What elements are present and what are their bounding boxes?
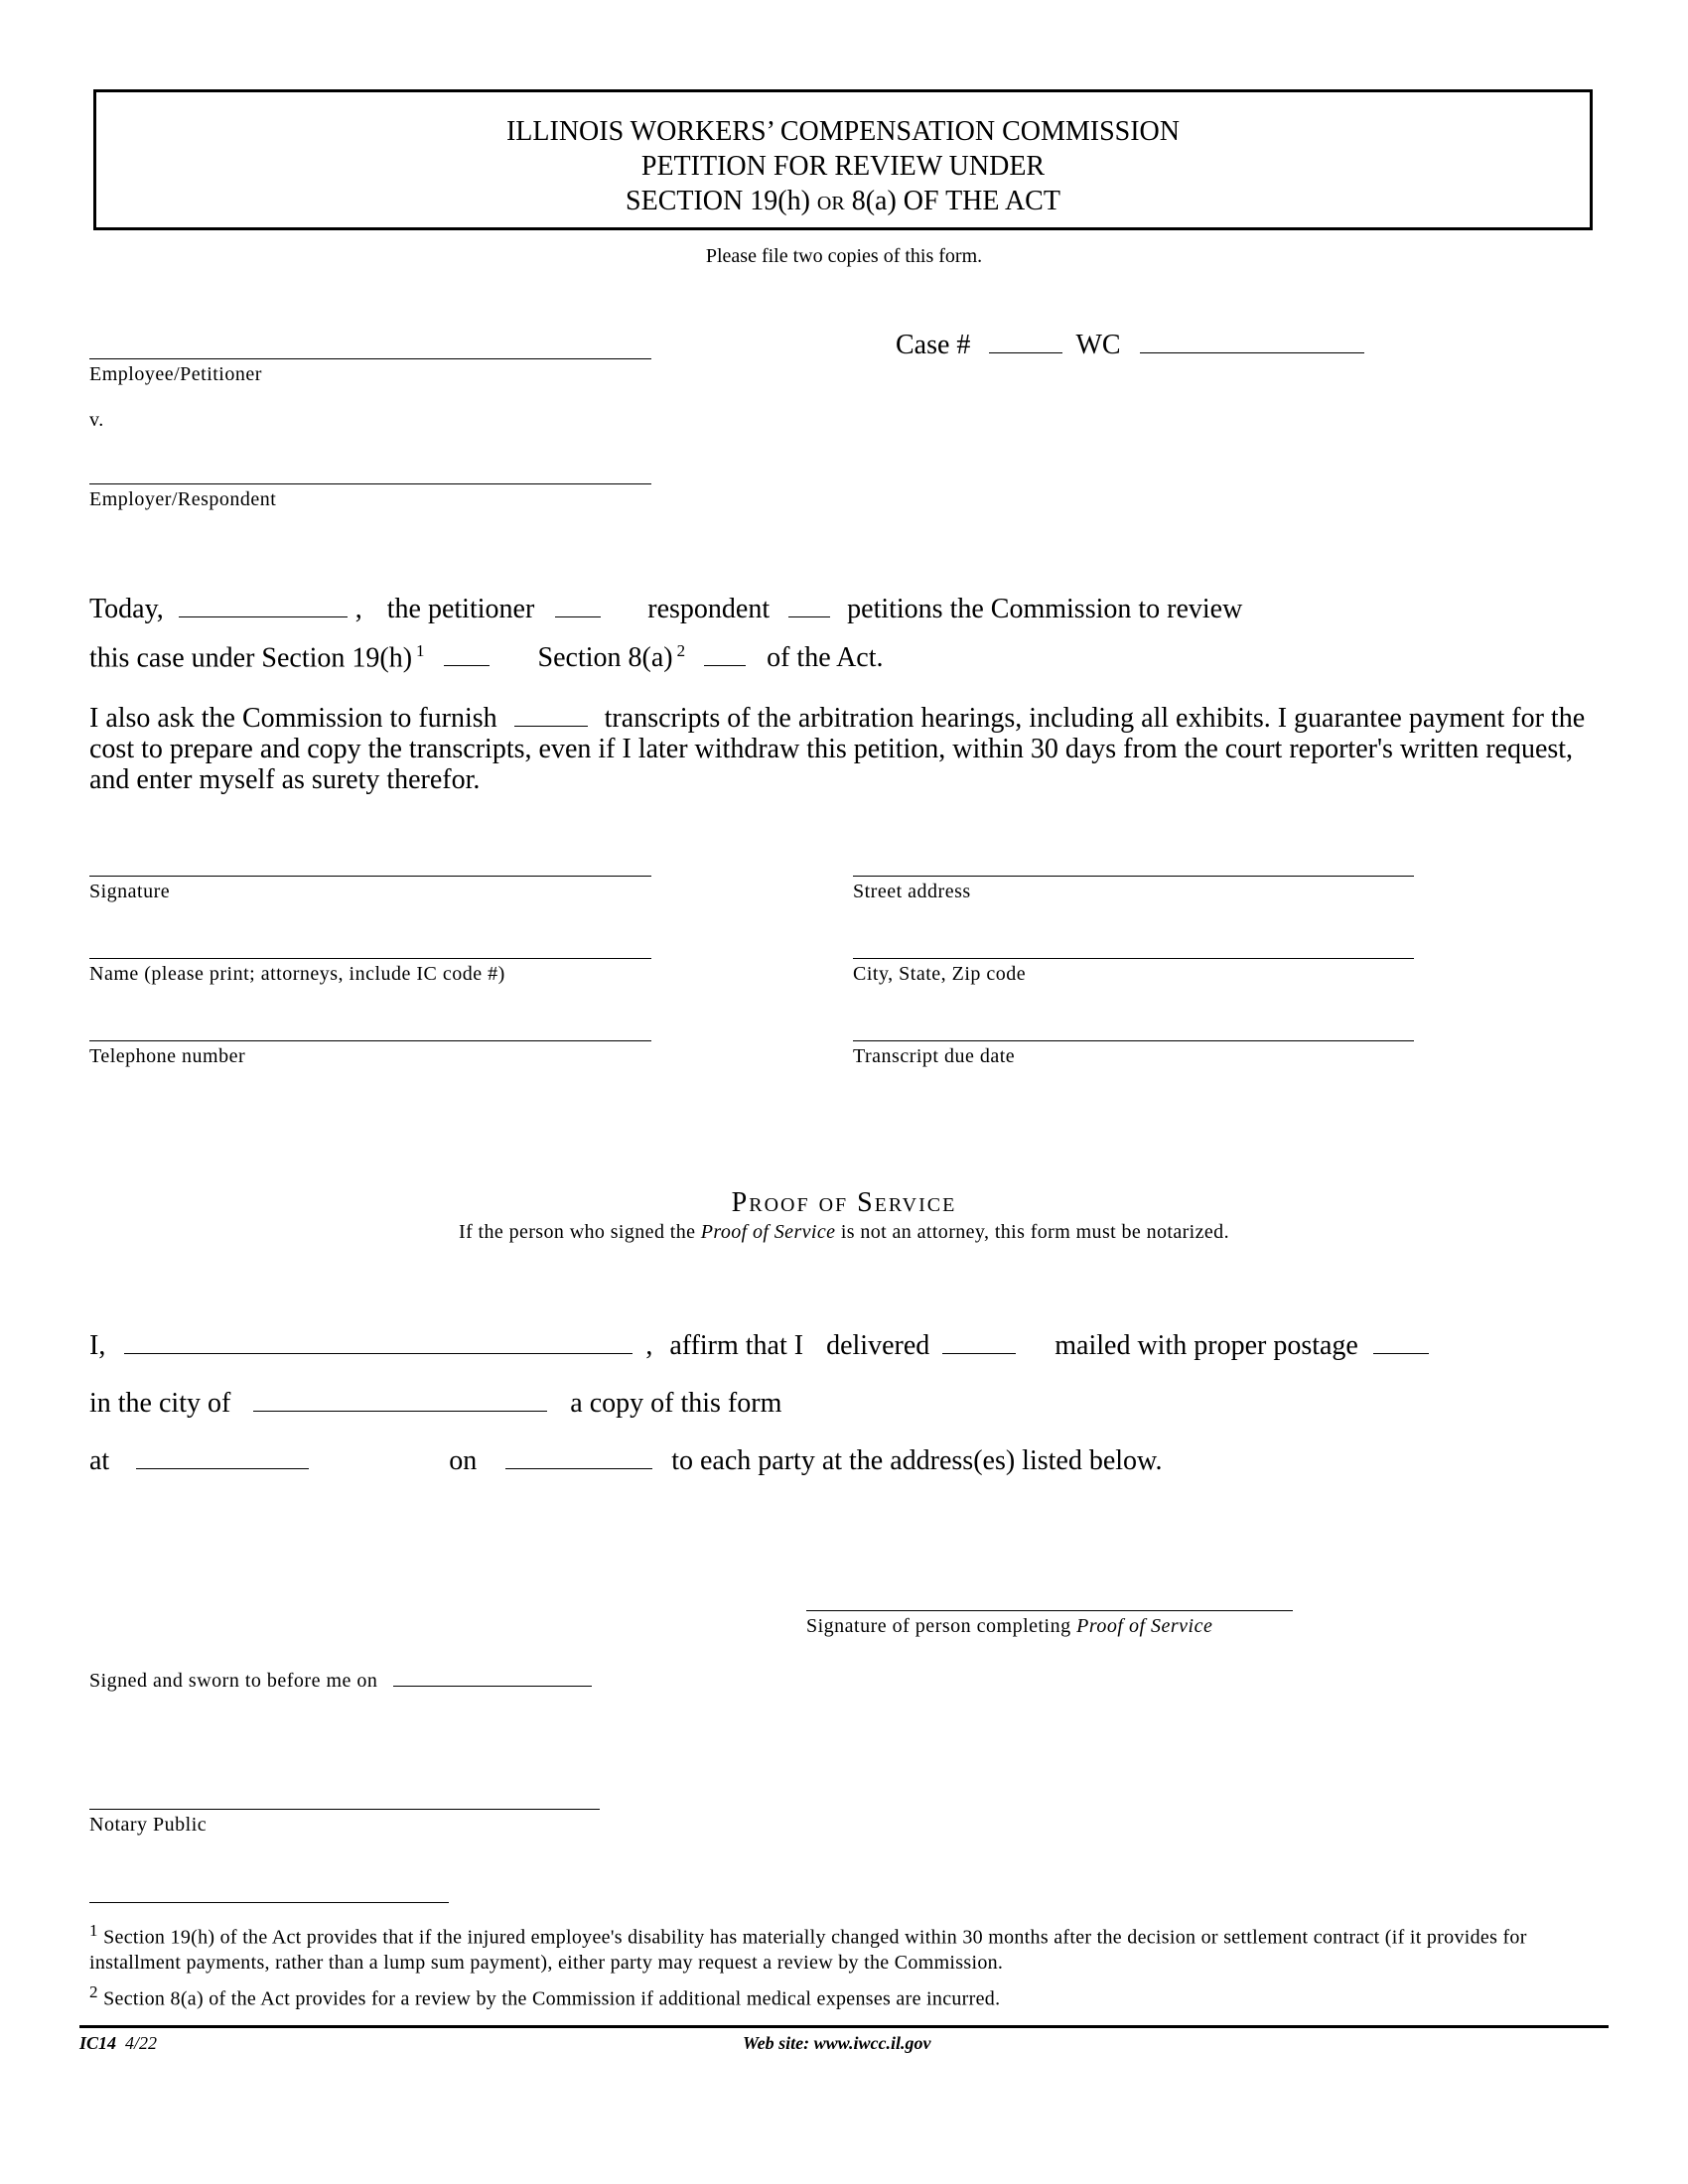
case-label: Case # bbox=[896, 330, 971, 360]
affiant-name-field[interactable] bbox=[124, 1331, 633, 1354]
service-time-field[interactable] bbox=[136, 1446, 309, 1469]
today-date-field[interactable] bbox=[179, 595, 348, 617]
petition-line-1: Today, , the petitioner respondent petitions the Commission to review bbox=[89, 594, 1243, 624]
footnote-2: $^2$ Section 8(a) of the Act provides for a review by the Commission if additional medical expenses are incurred. bbox=[89, 1982, 1001, 2010]
mailed-checkbox[interactable] bbox=[1373, 1331, 1429, 1354]
petitioner-checkbox[interactable] bbox=[555, 595, 601, 617]
commission-title: ILLINOIS WORKERS’ COMPENSATION COMMISSION bbox=[505, 116, 1180, 147]
footer-rule bbox=[79, 2025, 1609, 2028]
website-text: Web site: www.iwcc.il.gov bbox=[743, 2033, 931, 2053]
transcript-request-paragraph: I also ask the Commission to furnish transcripts of the arbitration hearings, including all exhibits. I guarantee payment for the cost to prepare and copy the transcripts, even if I later withdraw this petition, within 30 days from the court reporter's written request, and enter myself as surety therefor. bbox=[89, 703, 1586, 795]
name-label: Name (please print; attorneys, include IC code #) bbox=[89, 963, 505, 985]
form-subtitle: SECTION 19(h) or 8(a) OF THE ACT bbox=[626, 186, 1060, 216]
signature-field[interactable] bbox=[89, 876, 651, 877]
case-number-row bbox=[896, 330, 1364, 361]
proof-signature-field[interactable] bbox=[806, 1610, 1293, 1611]
employer-respondent-field[interactable] bbox=[89, 483, 651, 484]
proof-of-service-subtitle: If the person who signed the Proof of Service is not an attorney, this form must be notarized. bbox=[459, 1221, 1229, 1243]
filing-instruction: Please file two copies of this form. bbox=[705, 245, 983, 267]
street-address-label: Street address bbox=[853, 881, 971, 902]
versus-label: v. bbox=[89, 409, 104, 431]
footnote-2-ref: 2 bbox=[676, 641, 686, 660]
city-line: in the city of a copy of this form bbox=[89, 1388, 782, 1419]
sworn-line: Signed and sworn to before me on bbox=[89, 1670, 592, 1693]
section-8a-checkbox[interactable] bbox=[704, 643, 746, 666]
transcript-due-date-field[interactable] bbox=[853, 1040, 1414, 1041]
proof-of-service-title: Proof of Service bbox=[731, 1187, 957, 1218]
form-title: PETITION FOR REVIEW UNDER bbox=[640, 151, 1046, 182]
service-city-field[interactable] bbox=[253, 1389, 547, 1412]
sworn-date-field[interactable] bbox=[393, 1670, 592, 1687]
proof-signature-label: Signature of person completing Proof of Service bbox=[806, 1615, 1213, 1637]
wc-label: WC bbox=[1075, 330, 1121, 360]
footnote-1-ref: 1 bbox=[416, 641, 425, 660]
time-date-line: at on to each party at the address(es) listed below. bbox=[89, 1445, 1163, 1476]
wc-number-field[interactable] bbox=[1140, 331, 1364, 353]
name-field[interactable] bbox=[89, 958, 651, 959]
footnote-1: $^1$ Section 19(h) of the Act provides that if the injured employee's disability has materially changed within 30 months after the decision or settlement contract (if it provides for installment payments, rather than a lump sum payment), either party may request a review by the Commission. bbox=[89, 1921, 1527, 1974]
notary-signature-field[interactable] bbox=[89, 1809, 600, 1810]
delivered-checkbox[interactable] bbox=[942, 1331, 1016, 1354]
city-state-zip-label: City, State, Zip code bbox=[853, 963, 1027, 985]
street-address-field[interactable] bbox=[853, 876, 1414, 877]
case-number-field[interactable] bbox=[989, 331, 1062, 353]
telephone-label: Telephone number bbox=[89, 1045, 246, 1067]
respondent-checkbox[interactable] bbox=[788, 595, 830, 617]
form-header bbox=[93, 89, 1593, 230]
city-state-zip-field[interactable] bbox=[853, 958, 1414, 959]
transcript-count-field[interactable] bbox=[514, 704, 588, 727]
employee-petitioner-field[interactable] bbox=[89, 358, 651, 359]
employee-petitioner-label: Employee/Petitioner bbox=[89, 363, 262, 385]
petition-line-2: this case under Section 19(h) $^1$ Section 8(a) $^2$ of the Act. bbox=[89, 641, 884, 674]
notary-public-label: Notary Public bbox=[89, 1814, 208, 1836]
affirmation-line: I, , affirm that I delivered mailed with proper postage bbox=[89, 1330, 1429, 1362]
transcript-due-date-label: Transcript due date bbox=[853, 1045, 1016, 1067]
section-19h-checkbox[interactable] bbox=[444, 643, 490, 666]
form-code: IC14 4/22 bbox=[79, 2033, 158, 2053]
telephone-field[interactable] bbox=[89, 1040, 651, 1041]
signature-label: Signature bbox=[89, 881, 171, 902]
footnote-divider bbox=[89, 1902, 449, 1903]
service-date-field[interactable] bbox=[505, 1446, 652, 1469]
employer-respondent-label: Employer/Respondent bbox=[89, 488, 277, 510]
